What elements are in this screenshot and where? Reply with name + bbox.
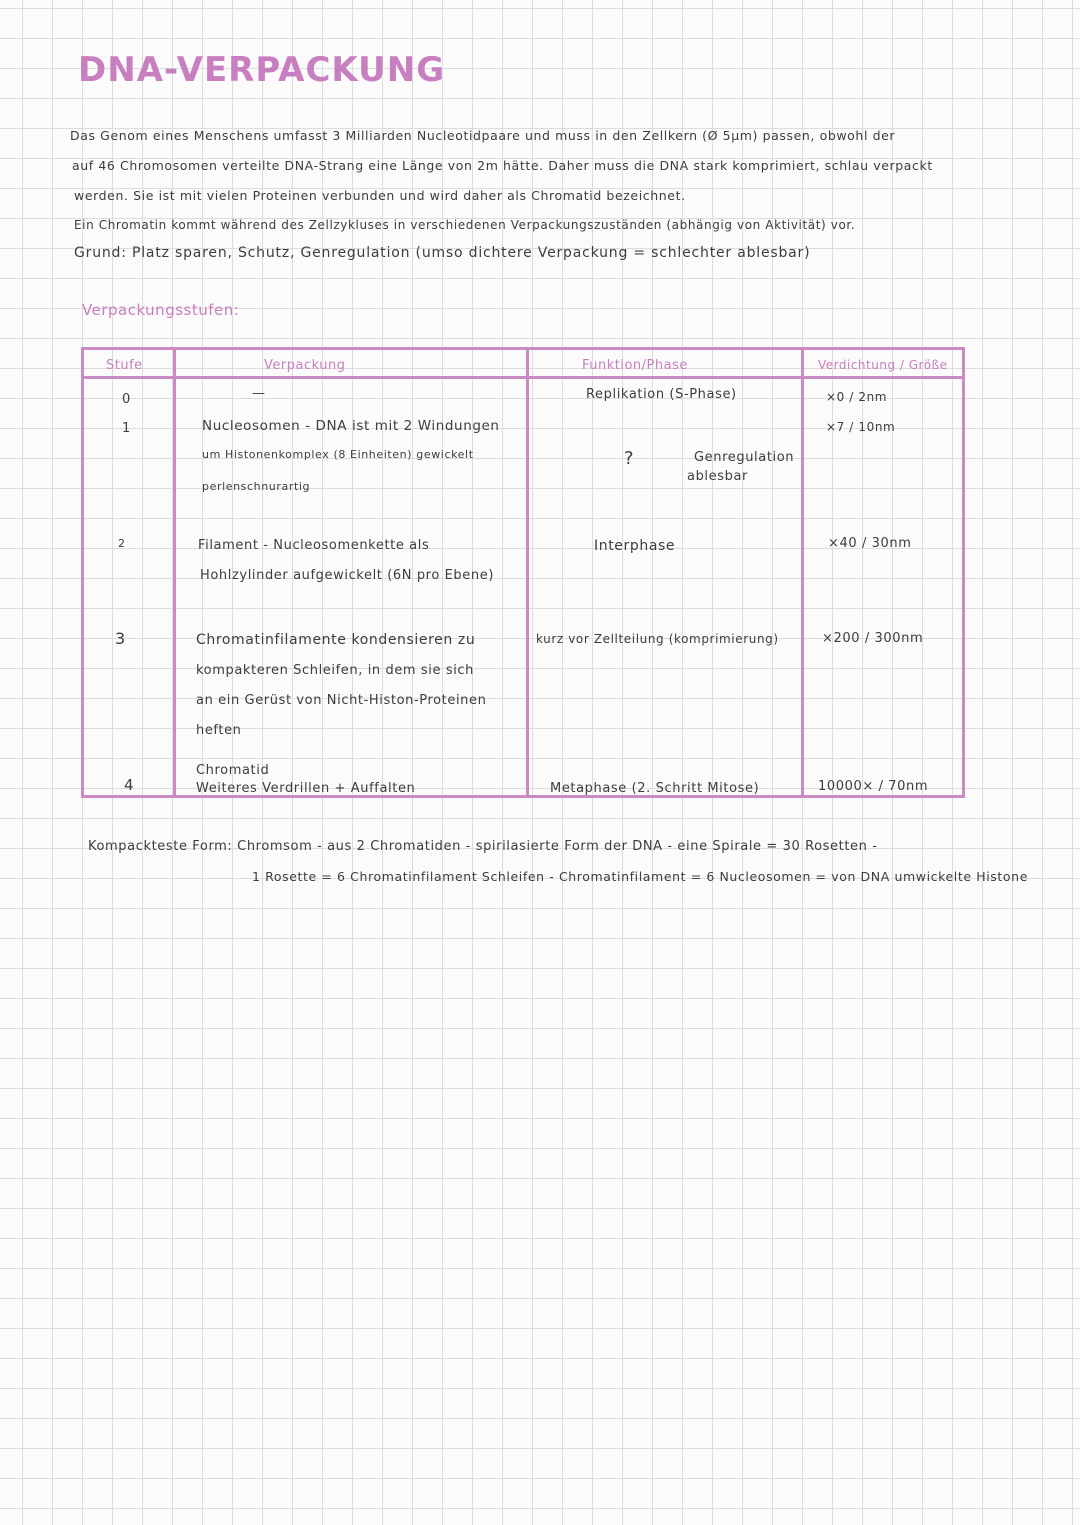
funktion-2: Interphase xyxy=(594,538,676,554)
intro-line-5: Grund: Platz sparen, Schutz, Genregulation (umso dichtere Verpackung = schlechter ablesbar) xyxy=(74,245,811,261)
verdichtung-0: ×0 / 2nm xyxy=(826,390,888,404)
packaging-table xyxy=(81,347,965,798)
footer-line-2: 1 Rosette = 6 Chromatinfilament Schleifen - Chromatinfilament = 6 Nucleosomen = von DNA umwickelte Histone xyxy=(252,869,1028,884)
footer-line-1: Kompackteste Form: Chromsom - aus 2 Chromatiden - spirilasierte Form der DNA - eine Spirale = 30 Rosetten - xyxy=(88,839,878,854)
verpackung-4-line-2: Weiteres Verdrillen + Auffalten xyxy=(196,781,416,796)
intro-line-1: Das Genom eines Menschens umfasst 3 Milliarden Nucleotidpaare und muss in den Zellkern (Ø 5µm) passen, obwohl der xyxy=(70,128,896,143)
verpackung-0: — xyxy=(252,386,266,401)
verdichtung-4: 10000× / 70nm xyxy=(818,779,929,794)
funktion-1-line-2: ablesbar xyxy=(687,469,748,484)
intro-line-3: werden. Sie ist mit vielen Proteinen verbunden und wird daher als Chromatid bezeichnet. xyxy=(74,188,686,203)
stufe-0: 0 xyxy=(122,392,131,407)
column-divider xyxy=(173,350,176,795)
column-divider xyxy=(526,350,529,795)
intro-line-4: Ein Chromatin kommt während des Zellzykluses in verschiedenen Verpackungszuständen (abhängig von Aktivität) vor. xyxy=(74,218,856,232)
page-title: DNA-VERPACKUNG xyxy=(78,50,446,90)
column-divider xyxy=(801,350,804,795)
stufe-2: 2 xyxy=(118,537,126,550)
verpackung-1-line-2: um Histonenkomplex (8 Einheiten) gewickelt xyxy=(202,448,474,461)
verpackung-1-line-3: perlenschnurartig xyxy=(202,480,311,493)
verpackung-3-line-1: Chromatinfilamente kondensieren zu xyxy=(196,632,476,648)
header-divider xyxy=(84,376,962,379)
verdichtung-3: ×200 / 300nm xyxy=(822,631,924,646)
verdichtung-2: ×40 / 30nm xyxy=(828,536,912,551)
funktion-1-question: ? xyxy=(624,448,635,469)
verpackung-4-line-1: Chromatid xyxy=(196,763,270,778)
verpackung-3-line-4: heften xyxy=(196,723,242,738)
header-verdichtung: Verdichtung / Größe xyxy=(818,358,948,372)
funktion-1-line-1: Genregulation xyxy=(694,450,795,465)
packaging-levels-heading: Verpackungsstufen: xyxy=(82,301,240,319)
header-stufe: Stufe xyxy=(106,358,143,373)
stufe-1: 1 xyxy=(122,421,131,436)
verpackung-2-line-2: Hohlzylinder aufgewickelt (6N pro Ebene) xyxy=(200,568,494,583)
verpackung-3-line-2: kompakteren Schleifen, in dem sie sich xyxy=(196,663,475,678)
verpackung-2-line-1: Filament - Nucleosomenkette als xyxy=(198,538,430,553)
stufe-3: 3 xyxy=(115,629,126,648)
stufe-4: 4 xyxy=(124,776,135,794)
funktion-3: kurz vor Zellteilung (komprimierung) xyxy=(536,632,779,646)
funktion-0: Replikation (S-Phase) xyxy=(586,387,737,402)
header-funktion: Funktion/Phase xyxy=(582,358,688,373)
verpackung-3-line-3: an ein Gerüst von Nicht-Histon-Proteinen xyxy=(196,693,487,708)
intro-line-2: auf 46 Chromosomen verteilte DNA-Strang eine Länge von 2m hätte. Daher muss die DNA stark komprimiert, schlau verpackt xyxy=(72,158,933,173)
verdichtung-1: ×7 / 10nm xyxy=(826,420,896,434)
header-verpackung: Verpackung xyxy=(264,358,346,373)
funktion-4: Metaphase (2. Schritt Mitose) xyxy=(550,781,760,796)
verpackung-1-line-1: Nucleosomen - DNA ist mit 2 Windungen xyxy=(202,418,500,434)
